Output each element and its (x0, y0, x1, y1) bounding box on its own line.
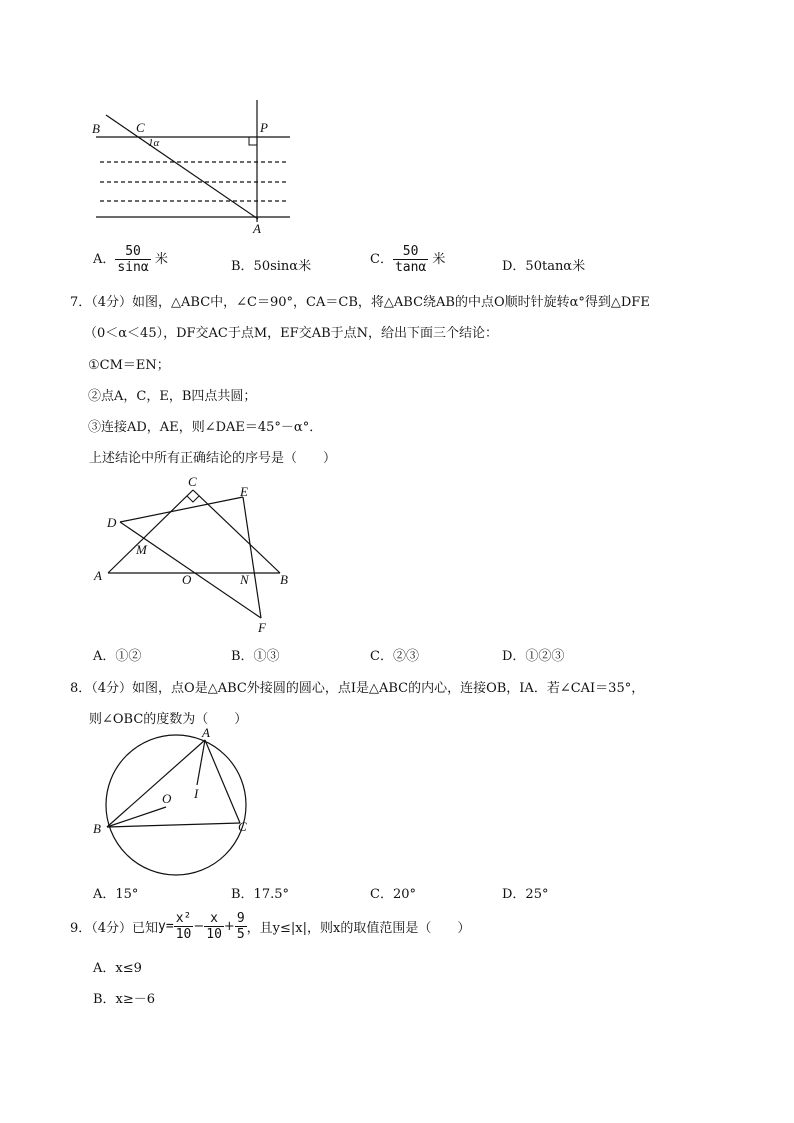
q6-option-a[interactable] (93, 244, 168, 275)
q9-term1-den: 10 (175, 927, 192, 942)
q6-option-a-den: sinα (117, 260, 149, 275)
q7-question: 上述结论中所有正确结论的序号是（ ） (89, 451, 337, 466)
q9-term3-den: 5 (236, 927, 245, 942)
label-M: M (136, 542, 147, 557)
label-A: A (202, 725, 210, 740)
label-P: P (260, 120, 268, 135)
label-A: A (94, 568, 102, 583)
q6-option-a-num: 50 (115, 244, 150, 260)
label-A: A (253, 221, 261, 236)
segment-bc (107, 823, 240, 827)
q9-suffix: ，且y≤|x|，则x的取值范围是（ ） (246, 921, 471, 936)
q9-term2-num: x (204, 911, 224, 927)
label-B: B (92, 121, 100, 136)
label-B: B (93, 821, 101, 836)
label-O: O (182, 572, 192, 587)
label-E: E (240, 484, 248, 499)
q9-minus: − (193, 919, 205, 934)
q9-y: y= (158, 919, 174, 934)
segment-ab (107, 740, 205, 827)
label-alpha: 1α (148, 137, 160, 149)
q8-option-b[interactable]: B．17.5° (231, 887, 289, 902)
q6-option-c-fraction (393, 244, 428, 275)
segment-cb (193, 490, 280, 573)
right-angle-mark (249, 137, 257, 145)
figure-q6 (90, 98, 300, 238)
label-F: F (258, 620, 266, 635)
q6-option-a-suffix: 米 (154, 252, 168, 267)
q6-option-b[interactable]: B．50sinα米 (231, 259, 312, 274)
q7-conclusion-1: ①CM＝EN； (88, 358, 170, 373)
label-C: C (136, 120, 145, 135)
q8-option-d[interactable]: D．25° (502, 887, 549, 902)
segment-ac (108, 490, 193, 573)
q6-option-c-prefix: C． (370, 252, 393, 267)
q9-term2 (204, 911, 224, 942)
label-O: O (162, 791, 172, 806)
circumcircle (106, 735, 246, 875)
q9-option-a[interactable]: A．x≤9 (93, 961, 142, 976)
q7-option-b[interactable]: B．①③ (231, 649, 280, 664)
q6-option-c[interactable] (370, 244, 445, 275)
q6-option-d[interactable]: D．50tanα米 (502, 259, 586, 274)
q7-conclusion-3: ③连接AD，AE，则∠DAE＝45°－α°． (88, 420, 323, 435)
label-C: C (188, 474, 197, 489)
segment-ob (107, 807, 166, 827)
q9-stem (70, 911, 470, 942)
q8-stem-line2: 则∠OBC的度数为（ ） (89, 712, 248, 727)
label-I: I (194, 786, 199, 801)
q6-option-a-fraction (115, 244, 150, 275)
q9-term1 (174, 911, 194, 942)
q6-option-c-num: 50 (393, 244, 428, 260)
q7-option-d[interactable]: D．①②③ (502, 649, 565, 664)
q8-option-a[interactable]: A．15° (93, 887, 139, 902)
label-D: D (107, 515, 117, 530)
q9-term3-num: 9 (236, 911, 245, 926)
q9-term3 (235, 911, 247, 942)
q7-stem-line2: （0＜α＜45），DF交AC于点M，EF交AB于点N，给出下面三个结论： (84, 326, 499, 341)
q8-stem-line1: 8．（4分）如图，点O是△ABC外接圆的圆心，点I是△ABC的内心，连接OB，IA．若∠CAI＝35°， (70, 681, 645, 696)
figure-q7 (90, 470, 300, 635)
q7-option-c[interactable]: C．②③ (370, 649, 419, 664)
q9-prefix: 9．（4分）已知 (70, 921, 159, 936)
label-C: C (238, 819, 247, 834)
q8-option-c[interactable]: C．20° (370, 887, 416, 902)
segment-df (120, 522, 261, 618)
line-ba (106, 115, 258, 219)
q7-stem-line1: 7．（4分）如图，△ABC中，∠C＝90°，CA＝CB，将△ABC绕AB的中点O顺时针旋转α°得到△DFE (70, 295, 650, 310)
label-N: N (240, 572, 249, 587)
q7-option-a[interactable]: A．①② (93, 649, 142, 664)
q6-option-c-suffix: 米 (432, 252, 446, 267)
q7-conclusion-2: ②点A，C，E，B四点共圆； (88, 389, 257, 404)
q6-option-c-den: tanα (394, 260, 427, 275)
q9-plus: + (223, 919, 235, 934)
q9-term2-den: 10 (206, 927, 222, 942)
q9-option-b[interactable]: B．x≥－6 (93, 992, 156, 1007)
segment-ef (243, 497, 261, 618)
label-B: B (280, 572, 288, 587)
q9-term1-num: x² (175, 911, 192, 926)
q6-option-a-prefix: A． (93, 252, 116, 267)
right-angle-mark-c (187, 496, 199, 502)
figure-q8 (90, 725, 260, 880)
